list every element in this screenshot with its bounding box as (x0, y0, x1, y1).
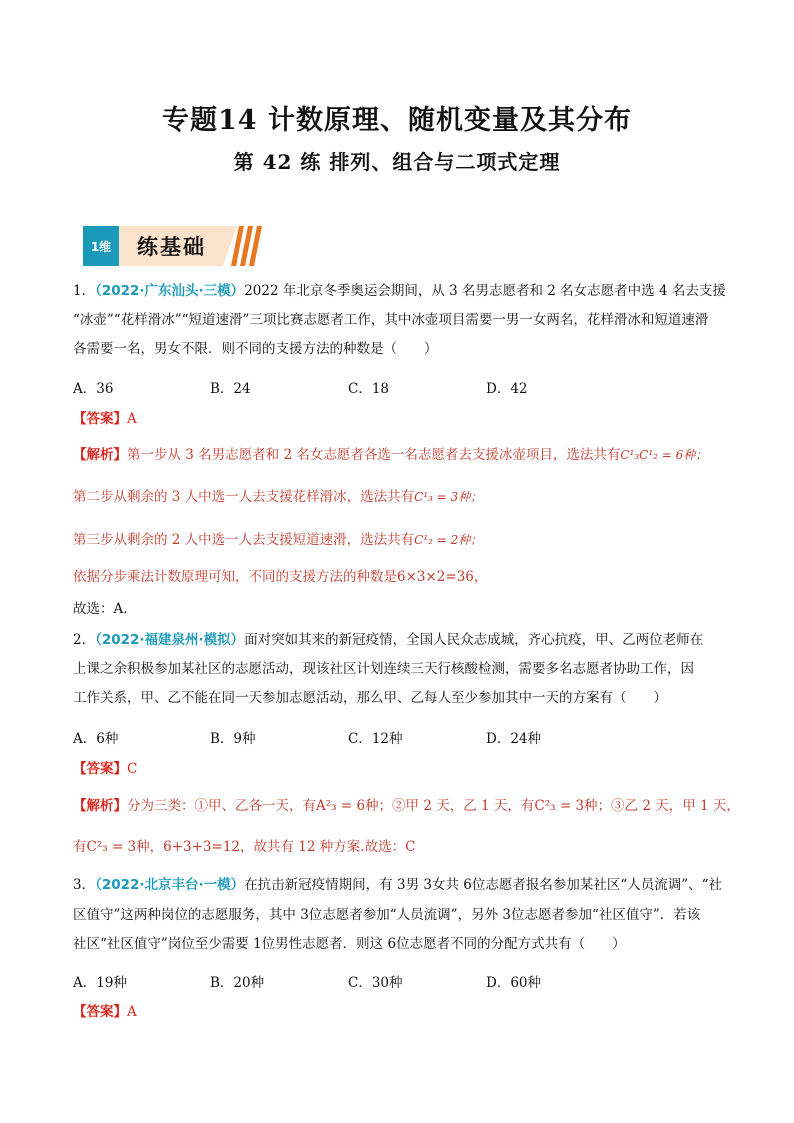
q3-number: 3． (73, 877, 96, 893)
q1-text2: “冰壶”“花样滑冰”“短道速滑”三项比赛志愿者工作，其中冰壶项目需要一男一女两名，花样滑冰和短道速滑 (73, 312, 709, 328)
q2-source: （2022·福建泉州·模拟） (95, 632, 245, 648)
q3-text2: 区值守”这两种岗位的志愿服务，其中 3位志愿者参加“人员流调”，另外 3位志愿者参加“社区值守”．若该 (73, 907, 701, 923)
q1-analysis-math1: C¹₃C¹₂ = 6种； (620, 448, 708, 462)
q3-answer (73, 1003, 137, 1021)
q1-choice-b: B．24 (210, 381, 251, 397)
q1-analysis-2 (73, 488, 482, 506)
q1-analysis-math3: C¹₂ = 2种； (414, 533, 483, 547)
q1-answer-value: A (127, 411, 137, 427)
q1-analysis-text2: 第二步从剩余的 3 人中选一人去支援花样滑冰，选法共有 (73, 489, 415, 505)
q2-answer (73, 760, 137, 778)
q2-text2: 上课之余积极参加某社区的志愿活动，现该社区计划连续三天行核酸检测，需要多名志愿者协助工作，因 (73, 661, 694, 677)
q3-answer-tag: 【答案】 (73, 1004, 127, 1020)
q3-text1: 在抗击新冠疫情期间，有 3男 3女共 6位志愿者报名参加某社区“人员流调”、“社 (244, 877, 723, 893)
q2-choice-b: B．9种 (210, 731, 256, 747)
q1-answer (73, 410, 137, 428)
q3-choice-c: C．30种 (348, 975, 403, 991)
q1-analysis-1 (73, 446, 707, 464)
section-badge: 1维 (83, 226, 119, 266)
q1-answer-tag: 【答案】 (73, 411, 127, 427)
q1-analysis-text1: 第一步从 3 名男志愿者和 2 名女志愿者各选一名志愿者去支援冰壶项目，选法共有 (127, 447, 621, 463)
q2-analysis-2: 有C²₃ = 3种，6+3+3=12，故共有 12 种方案.故选：C (73, 839, 416, 855)
q1-analysis-math2: C¹₃ = 3种； (414, 490, 483, 504)
q1-text3: 各需要一名，男女不限．则不同的支援方法的种数是（ ） (73, 341, 438, 357)
q3-choice-d: D．60种 (486, 975, 542, 991)
q3-choice-b: B．20种 (210, 975, 265, 991)
q1-analysis-tag: 【解析】 (73, 447, 127, 463)
q3-source: （2022·北京丰台·一模） (95, 877, 245, 893)
page-title: 专题14 计数原理、随机变量及其分布 (162, 105, 632, 136)
q1-line1 (73, 282, 726, 300)
section-banner (83, 226, 263, 266)
q2-answer-value: C (127, 761, 138, 777)
section-label: 练基础 (137, 235, 206, 259)
q2-choice-a: A．6种 (73, 731, 119, 747)
q2-line1 (73, 631, 703, 649)
q2-text3: 工作关系，甲、乙不能在同一天参加志愿活动，那么甲、乙每人至少参加其中一天的方案有（ ） (73, 690, 667, 706)
q3-answer-value: A (127, 1004, 137, 1020)
q3-text3: 社区“社区值守”岗位至少需要 1位男性志愿者．则这 6位志愿者不同的分配方式共有（ ） (73, 936, 626, 952)
q2-analysis-text1: 分为三类：①甲、乙各一天，有A²₃ = 6种；②甲 2 天，乙 1 天，有C²₃ = 3种；③乙 2 天，甲 1 天， (127, 798, 740, 814)
q1-analysis-3 (73, 531, 482, 549)
q1-choice-d: D．42 (486, 381, 528, 397)
q2-choice-d: D．24种 (486, 731, 542, 747)
stripes-decoration-icon (231, 226, 263, 266)
q1-source: （2022·广东汕头·三模） (95, 283, 245, 299)
page-subtitle: 第 42 练 排列、组合与二项式定理 (233, 150, 561, 174)
q2-number: 2． (73, 632, 96, 648)
q2-analysis-tag: 【解析】 (73, 798, 127, 814)
q3-line1 (73, 876, 722, 894)
q2-analysis-1 (73, 797, 740, 815)
q2-choice-c: C．12种 (348, 731, 403, 747)
q3-choice-a: A．19种 (73, 975, 127, 991)
q2-answer-tag: 【答案】 (73, 761, 127, 777)
q1-choice-a: A．36 (73, 381, 114, 397)
q1-choice-c: C．18 (348, 381, 390, 397)
q1-text1: 2022 年北京冬季奥运会期间，从 3 名男志愿者和 2 名女志愿者中选 4 名去支援 (244, 283, 726, 299)
q1-analysis-5: 故选：A． (73, 601, 137, 617)
q2-text1: 面对突如其来的新冠疫情，全国人民众志成城，齐心抗疫，甲、乙两位老师在 (244, 632, 704, 648)
q1-number: 1． (73, 283, 96, 299)
q1-analysis-4: 依据分步乘法计数原理可知，不同的支援方法的种数是6×3×2=36， (73, 569, 488, 585)
q1-analysis-text3: 第三步从剩余的 2 人中选一人去支援短道速滑，选法共有 (73, 532, 415, 548)
